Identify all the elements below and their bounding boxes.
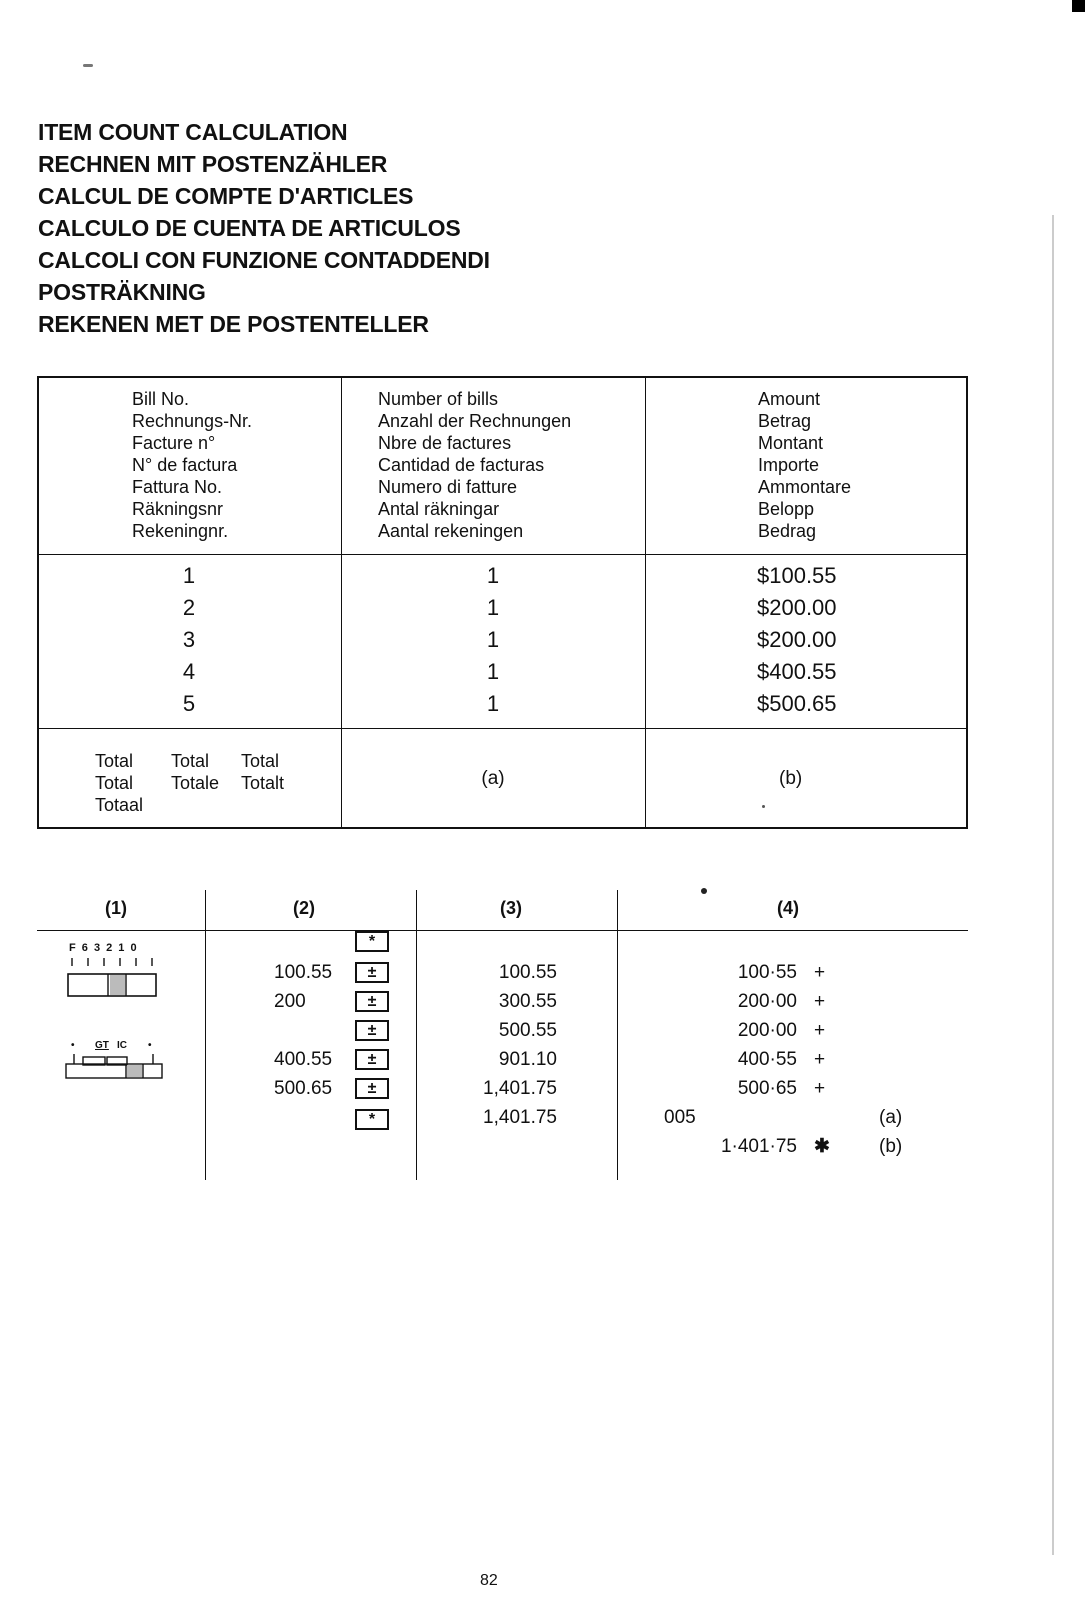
- plus-minus-key: ±: [355, 1078, 389, 1099]
- row-divider: [39, 728, 966, 729]
- switch-labels: F 6 3 2 1 0: [69, 942, 139, 954]
- column-header-3: (3): [500, 898, 522, 918]
- bill-amount: $100.55: [757, 563, 837, 588]
- column-header-2: (2): [293, 898, 315, 918]
- print-symbol: +: [814, 1020, 826, 1041]
- procedure-table: [37, 890, 968, 1190]
- entry-value: 100.55: [274, 962, 333, 983]
- plus-minus-key: ±: [355, 991, 389, 1012]
- total-symbol: ✱: [814, 1136, 830, 1157]
- bill-number-list: [159, 560, 219, 720]
- total-amount: (b): [779, 768, 803, 789]
- speck: [701, 888, 707, 894]
- amount-list: [757, 560, 837, 720]
- bill-count: 1: [486, 659, 500, 684]
- heading-es: CALCULO DE CUENTA DE ARTICULOS: [38, 215, 461, 241]
- heading-nl: REKENEN MET DE POSTENTELLER: [38, 311, 429, 337]
- total-print-value: 1·401·75: [720, 1136, 797, 1157]
- total-labels: Total Total Total Total Totale Totalt Totaal: [95, 751, 285, 815]
- column-divider: [205, 890, 206, 1180]
- bill-number: 4: [182, 659, 196, 684]
- header-number-of-bills: Number of bills Anzahl der Rechnungen Nbre de factures Cantidad de facturas Numero di fatture Antal räkningar Aantal rekeningen: [378, 389, 572, 541]
- entry-value: 200: [274, 991, 306, 1012]
- column-divider: [617, 890, 618, 1180]
- plus-minus-key: ±: [355, 1049, 389, 1070]
- bill-count: 1: [486, 595, 500, 620]
- print-value: 100·55: [737, 962, 797, 983]
- column-divider: [645, 378, 646, 827]
- heading-sv: POSTRÄKNING: [38, 279, 206, 305]
- header-rule: [37, 930, 968, 931]
- item-count-value: 005: [664, 1107, 696, 1128]
- scan-corner-mark: [1072, 0, 1085, 12]
- column-header-1: (1): [105, 898, 127, 918]
- decimal-switch-icon: [67, 952, 167, 1002]
- decimal-switch-diagram: [67, 942, 167, 1002]
- scan-mark: [83, 64, 93, 67]
- header-bill-no: Bill No. Rechnungs-Nr. Facture n° N° de factura Fattura No. Räkningsnr Rekeningnr.: [132, 389, 253, 541]
- bill-amount: $200.00: [757, 595, 837, 620]
- print-value: 500·65: [737, 1078, 797, 1099]
- plus-minus-key: ±: [355, 1020, 389, 1041]
- total-count: (a): [481, 768, 505, 789]
- page-headings: [38, 116, 490, 340]
- print-symbol: +: [814, 991, 826, 1012]
- bill-number: 3: [182, 627, 196, 652]
- print-symbol: +: [814, 1078, 826, 1099]
- gt-ic-switch-icon: [65, 1048, 175, 1088]
- bill-count: 1: [486, 691, 500, 716]
- heading-de: RECHNEN MIT POSTENZÄHLER: [38, 151, 388, 177]
- display-value: 1,401.75: [483, 1078, 557, 1099]
- heading-fr: CALCUL DE COMPTE D'ARTICLES: [38, 183, 414, 209]
- bill-amount: $200.00: [757, 627, 837, 652]
- column-divider: [341, 378, 342, 827]
- plus-minus-key: ±: [355, 962, 389, 983]
- bill-number: 5: [182, 691, 196, 716]
- gt-ic-switch-diagram: • GT IC •: [65, 1040, 175, 1090]
- bill-count: 1: [486, 627, 500, 652]
- entry-value: 500.65: [274, 1078, 333, 1099]
- print-symbol: +: [814, 1049, 826, 1070]
- print-symbol: +: [814, 962, 826, 983]
- bill-table: [37, 376, 968, 829]
- display-value: 1,401.75: [483, 1107, 557, 1128]
- bill-number: 2: [182, 595, 196, 620]
- bill-count-list: [463, 560, 523, 720]
- speck: [762, 805, 765, 808]
- heading-it: CALCOLI CON FUNZIONE CONTADDENDI: [38, 247, 490, 273]
- display-value: 901.10: [498, 1049, 557, 1070]
- print-value: 400·55: [737, 1049, 797, 1070]
- display-value: 500.55: [498, 1020, 557, 1041]
- bill-number: 1: [182, 563, 196, 588]
- asterisk-key: *: [355, 931, 389, 952]
- bill-amount: $500.65: [757, 691, 837, 716]
- count-marker: (a): [879, 1107, 903, 1128]
- display-value: 100.55: [498, 962, 557, 983]
- scan-edge-line: [1052, 215, 1054, 1555]
- column-divider: [416, 890, 417, 1180]
- page-number: 82: [480, 1572, 498, 1589]
- print-value: 200·00: [737, 1020, 797, 1041]
- heading-en: ITEM COUNT CALCULATION: [38, 119, 348, 145]
- header-amount: Amount Betrag Montant Importe Ammontare Belopp Bedrag: [758, 389, 852, 541]
- print-value: 200·00: [737, 991, 797, 1012]
- asterisk-key: *: [355, 1109, 389, 1130]
- bill-amount: $400.55: [757, 659, 837, 684]
- total-marker: (b): [879, 1136, 903, 1157]
- column-header-4: (4): [777, 898, 799, 918]
- bill-count: 1: [486, 563, 500, 588]
- display-value: 300.55: [498, 991, 557, 1012]
- row-divider: [39, 554, 966, 555]
- entry-value: 400.55: [274, 1049, 333, 1070]
